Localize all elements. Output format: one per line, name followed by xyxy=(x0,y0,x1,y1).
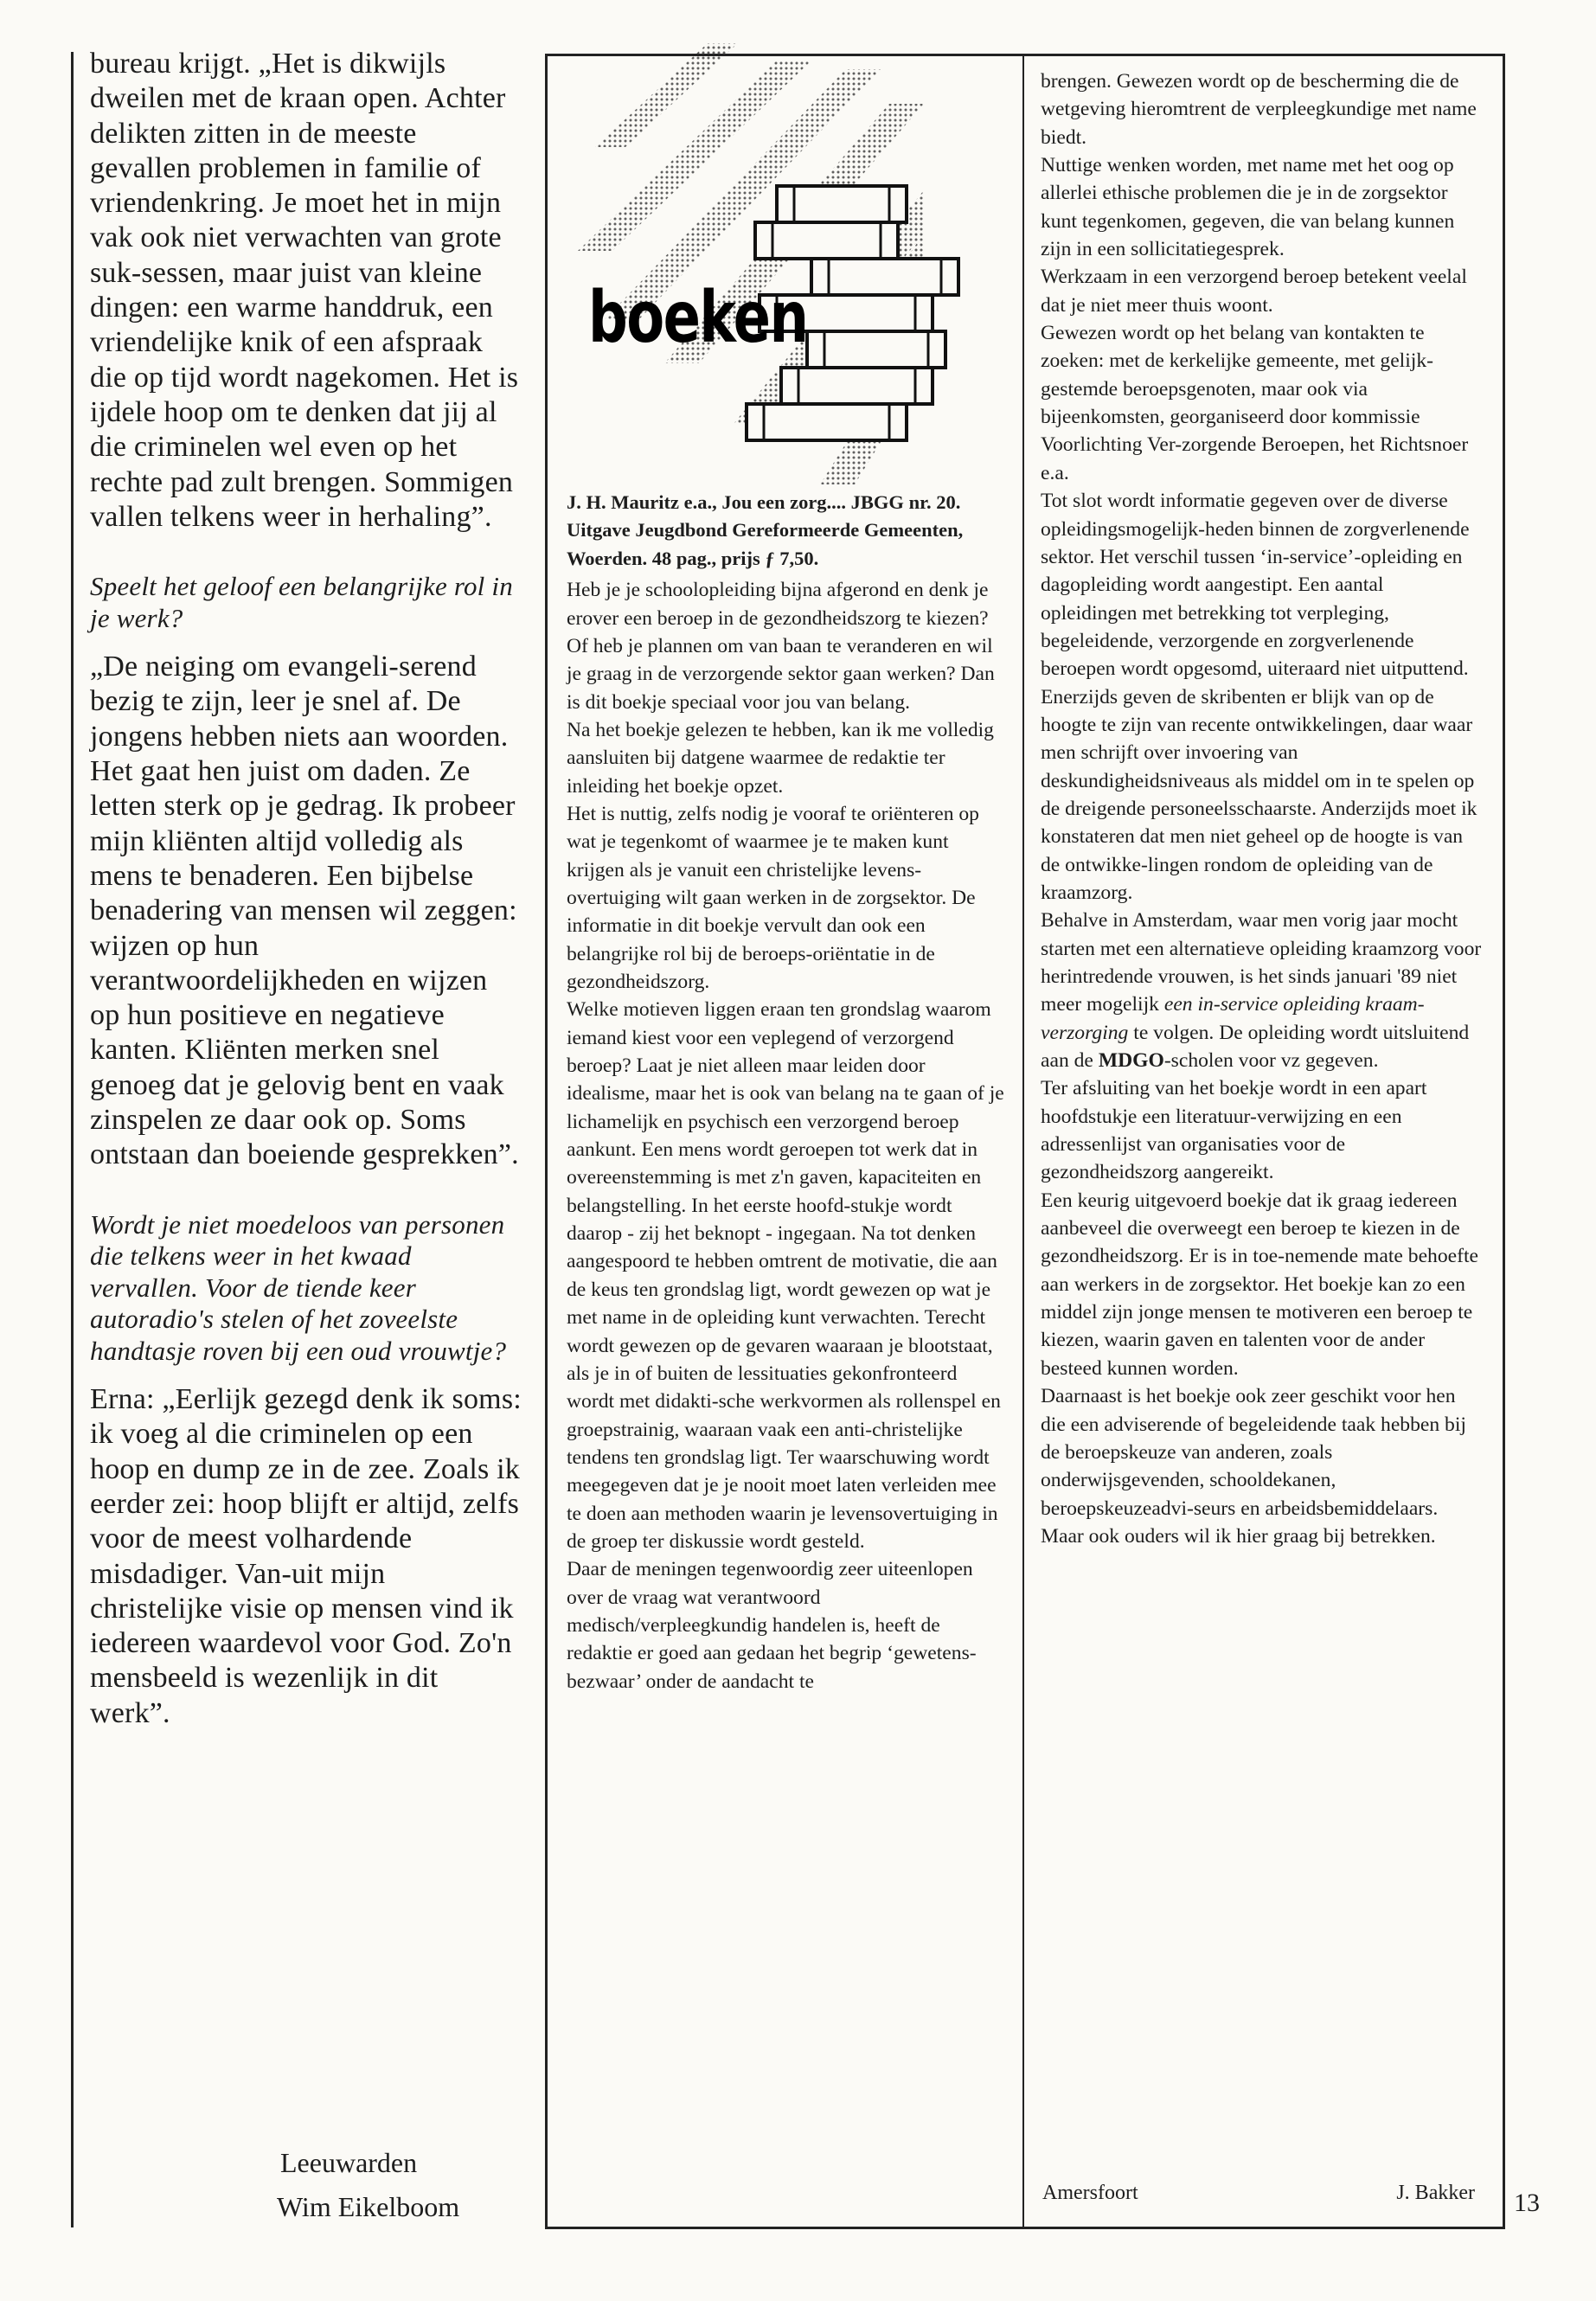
review-paragraph: brengen. Gewezen wordt op de bescherming die de wetgeving hieromtrent de verpleegkundige met name biedt. xyxy=(1041,70,1477,149)
review-paragraph-amsterdam xyxy=(1041,907,1482,1074)
text-run: -scholen voor vz gegeven. xyxy=(1163,1049,1379,1073)
signature-name: Wim Eikelboom xyxy=(277,2191,460,2222)
review-paragraph: Werkzaam in een verzorgend beroep betekent veelal dat je niet meer thuis woont. xyxy=(1041,266,1467,317)
review-column-right xyxy=(1041,67,1482,1550)
interview-column xyxy=(90,47,522,1731)
books-header-illustration xyxy=(561,35,1010,493)
book-bibliography: J. H. Mauritz e.a., Jou een zorg.... JBGG nr. 20. Uitgave Jeugdbond Gereformeerde Gemeenten, Woerden. 48 pag., prijs ƒ 7,50. xyxy=(567,491,964,569)
review-place: Amersfoort xyxy=(1042,2182,1138,2204)
text-run: Behalve in Amsterdam, waar men vorig jaar mocht starten met een alternatieve opleiding kraamzorg voor herintredende vrouwen, is het sinds januari '89 niet meer mogelijk xyxy=(1041,909,1482,1016)
interview-answer: „De neiging om evangeli-serend bezig te zijn, leer je snel af. De jongens hebben niets aan woorden. Het gaat hen juist om daden. Ze letten sterk op je gedrag. Ik probeer mijn kliënten altijd volledig als mens te benaderen. Een bijbelse benadering van mensen wil zeggen: wijzen op hun verantwoordelijkheden en wijzen op hun positieve en negatieve kanten. Kliënten merken snel genoeg dat je gelovig bent en vaak zinspelen ze daar ook op. Soms ontstaan dan boeiende gesprekken”. xyxy=(90,651,519,1171)
italic-run: een in-service opleiding kraam-verzorging xyxy=(1041,993,1425,1044)
review-column-left xyxy=(567,489,1008,1695)
review-paragraph: Het is nuttig, zelfs nodig je vooraf te oriënteren op wat je tegenkomt of waarmee je te maken kunt krijgen als je vanuit een christelijke levens-overtuiging wilt gaan werken in de zorgsektor. De informatie in dit boekje vervult dan ook een belangrijke rol bij de beroeps-oriëntatie in de gezondheidszorg. xyxy=(567,802,979,994)
review-paragraph: Ter afsluiting van het boekje wordt in een apart hoofdstukje een literatuur-verwijzing en een adressenlijst van organisaties voor de gezondheidszorg aangereikt. xyxy=(1041,1077,1427,1184)
bold-run: MDGO xyxy=(1098,1049,1164,1073)
review-paragraph: Welke motieven liggen eraan ten grondslag waarom iemand kiest voor een veplegend of verzorgend beroep? Laat je niet alleen maar leiden door idealisme, maar het is ook van belang na te gaan of je lichamelijk en psychisch een verzorgend beroep aankunt. Een mens wordt geroepen tot werk dat in overeenstemming is met z'n gaven, kapaciteiten en belangstelling. In het eerste hoofd-stukje wordt daarop - zij het beknopt - ingegaan. Na tot denken aangespoord te hebben omtrent de motivatie, die aan de keus ten grondslag ligt, wordt gewezen op wat je met name in de opleiding kunt verwachten. Terecht wordt gewezen op de gevaren waaraan je blootstaat, als je in of buiten de lessituaties gekonfronteerd wordt met didakti-sche werkvormen als rollenspel en groepstrainig, waaraan vaak een anti-christelijke tendens ten grondslag ligt. Ter waarschuwing wordt meegegeven dat je je nooit moet laten verleiden mee te doen aan methoden waarin je levensovertuiging in de groep ter diskussie wordt gesteld. xyxy=(567,998,1004,1553)
interview-question: Wordt je niet moedeloos van personen die telkens weer in het kwaad vervallen. Voor de tiende keer autoradio's stelen of het zoveelste handtasje roven bij een oud vrouwtje? xyxy=(90,1208,507,1366)
left-margin-rule xyxy=(71,52,74,2227)
review-paragraph: Tot slot wordt informatie gegeven over de diverse opleidingsmogelijk-heden binnen de zorgverlenende sektor. Het verschil tussen ‘in-service’-opleiding en dagopleiding wordt aangestipt. Een aantal opleidingen met betrekking tot verpleging, begeleidende, verzorgende en zorgverlenende beroepen wordt opgesomd, uiteraard niet uitputtend. Enerzijds geven de skribenten er blijk van op de hoogte te zijn van recente ontwikkelingen, daar waar men schrijft over invoering van deskundigheidsniveaus als middel om in te spelen op de dreigende personeelsschaarste. Anderzijds moet ik konstateren dat men niet geheel op de hoogte is van de ontwikke-lingen rondom de opleiding van de kraamzorg. xyxy=(1041,490,1477,904)
section-title: boeken xyxy=(588,277,808,359)
signature-place: Leeuwarden xyxy=(280,2147,418,2178)
interview-question: Speelt het geloof een belangrijke rol in je werk? xyxy=(90,571,513,633)
column-divider xyxy=(1022,55,1024,2227)
review-paragraph: Daarnaast is het boekje ook zeer geschikt voor hen die een adviserende of begeleidende taak hebben bij de beroepskeuze van anderen, zoals onderwijsgevenden, schooldekanen, beroepskeuzeadvi-seurs en arbeidsbemiddelaars. Maar ook ouders wil ik hier graag bij betrekken. xyxy=(1041,1385,1466,1548)
interview-answer: Erna: „Eerlijk gezegd denk ik soms: ik voeg al die criminelen op een hoop en dump ze in de zee. Zoals ik eerder zei: hoop blijft er altijd, zelfs voor de meest volhardende misdadiger. Van-uit mijn christelijke visie op mensen vind ik iedereen waardevol voor God. Zo'n mensbeeld is wezenlijk in dit werk”. xyxy=(90,1383,522,1729)
review-paragraph: Heb je je schoolopleiding bijna afgerond en denk je erover een beroep in de gezondheidszorg te kiezen? Of heb je plannen om van baan te veranderen en wil je graag in de verzorgende sektor gaan werken? Dan is dit boekje speciaal voor jou van belang. xyxy=(567,579,995,714)
review-paragraph: Nuttige wenken worden, met name met het oog op allerlei ethische problemen die je in de zorgsektor kunt tegenkomen, gegeven, die van belang kunnen zijn in een sollicitatiegesprek. xyxy=(1041,154,1455,261)
review-paragraph: Een keurig uitgevoerd boekje dat ik graag iedereen aanbeveel die overweegt een beroep te kiezen in de gezondheidszorg. Er is in toe-nemende mate behoefte aan werkers in de zorgsektor. Het boekje kan zo een middel zijn jonge mensen te motiveren een beroep te kiezen, waarin gaven en talenten voor de ander besteed kunnen worden. xyxy=(1041,1189,1478,1380)
text-run: te volgen. De opleiding wordt uitsluitend aan de xyxy=(1041,1021,1470,1073)
review-author: J. Bakker xyxy=(1396,2182,1475,2204)
review-paragraph: Gewezen wordt op het belang van kontakten te zoeken: met de kerkelijke gemeente, met gelijk-gestemde beroepsgenoten, maar ook via bijeenkomsten, georganiseerd door kommissie Voorlichting Ver-zorgende Beroepen, het Richtsnoer e.a. xyxy=(1041,322,1469,484)
review-paragraph: Daar de meningen tegenwoordig zeer uiteenlopen over de vraag wat verantwoord medisch/verpleegkundig handelen is, heeft de redaktie er goed aan gedaan het begrip ‘gewetens-bezwaar’ onder de aandacht te xyxy=(567,1558,977,1693)
page-number: 13 xyxy=(1514,2189,1540,2217)
article-signature xyxy=(277,2141,536,2229)
review-paragraph: Na het boekje gelezen te hebben, kan ik me volledig aansluiten bij datgene waarmee de redaktie ter inleiding het boekje opzet. xyxy=(567,718,994,798)
interview-paragraph: bureau krijgt. „Het is dikwijls dweilen met de kraan open. Achter delikten zitten in de meeste gevallen problemen in familie of vriendenkring. Je moet het in mijn vak ook niet verwachten van grote suk-sessen, maar juist van kleine dingen: een warme handdruk, een vriendelijke knik of een afspraak die op tijd wordt nagekomen. Het is ijdele hoop om te denken dat jij al die criminelen wel even op het rechte pad zult brengen. Sommigen vallen telkens weer in herhaling”. xyxy=(90,48,519,533)
